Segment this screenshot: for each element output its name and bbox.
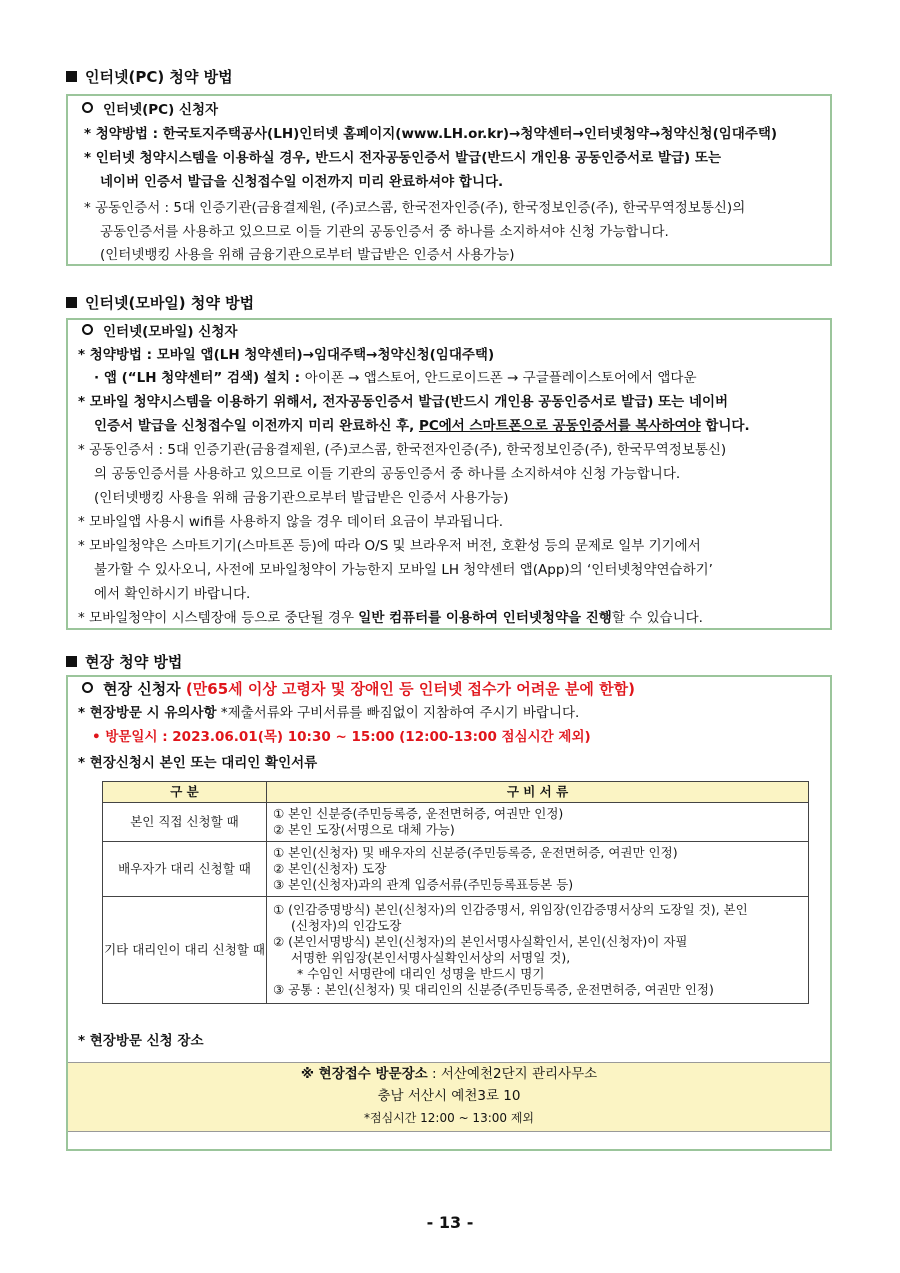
mobile-line-5: * 공동인증서 : 5대 인증기관(금융결제원, (주)코스콤, 한국전자인증(주), 한국정보인증(주), 한국무역정보통신) — [78, 442, 727, 458]
table-cell-documents: ① 본인 신분증(주민등록증, 운전면허증, 여권만 인정) ② 본인 도장(서명으로 대체 가능) — [267, 803, 809, 842]
table-header-category: 구 분 — [103, 782, 267, 803]
onsite-line-1: * 현장방문 시 유의사항 *제출서류와 구비서류를 빠짐없이 지참하여 주시기 바랍니다. — [78, 705, 580, 721]
table-cell-category: 본인 직접 신청할 때 — [103, 803, 267, 842]
onsite-box — [66, 675, 832, 1151]
mobile-heading: 인터넷(모바일) 신청자 — [78, 322, 824, 342]
table-cell-documents: ① 본인(신청자) 및 배우자의 신분증(주민등록증, 운전면허증, 여권만 인정) ② 본인(신청자) 도장 ③ 본인(신청자)과의 관계 입증서류(주민등록표등본 등) — [267, 842, 809, 897]
pc-line-6: (인터넷뱅킹 사용을 위해 금융기관으로부터 발급받은 인증서 사용가능) — [100, 247, 515, 263]
mobile-line-7: (인터넷뱅킹 사용을 위해 금융기관으로부터 발급받은 인증서 사용가능) — [94, 490, 509, 506]
circle-bullet-icon — [82, 682, 93, 693]
mobile-line-1: * 청약방법 : 모바일 앱(LH 청약센터)→임대주택→청약신청(임대주택) — [78, 347, 495, 363]
pc-box — [66, 94, 832, 266]
visit-datetime: • 방문일시 : 2023.06.01(목) 10:30 ~ 15:00 (12:00-13:00 점심시간 제외) — [92, 729, 591, 745]
table-header-row — [103, 782, 809, 803]
place-note: *점심시간 12:00 ~ 13:00 제외 — [363, 1111, 535, 1125]
mobile-line-10: 불가할 수 있사오니, 사전에 모바일청약이 가능한지 모바일 LH 청약센터 앱(App)의 ‘인터넷청약연습하기’ — [94, 562, 713, 578]
mobile-line-4: 인증서 발급을 신청접수일 이전까지 미리 완료하신 후, PC에서 스마트폰으로 공동인증서를 복사하여야 합니다. — [94, 418, 750, 434]
mobile-line-12: * 모바일청약이 시스템장애 등으로 중단될 경우 일반 컴퓨터를 이용하여 인터넷청약을 진행할 수 있습니다. — [78, 610, 703, 626]
section-title-mobile: 인터넷(모바일) 청약 방법 — [66, 292, 254, 313]
onsite-heading: 현장 신청자 (만65세 이상 고령자 및 장애인 등 인터넷 접수가 어려운 분에 한함) — [78, 678, 824, 700]
pc-line-3: 네이버 인증서 발급을 신청접수일 이전까지 미리 완료하셔야 합니다. — [100, 174, 504, 190]
table-cell-category: 기타 대리인이 대리 신청할 때 — [103, 897, 267, 1004]
mobile-line-2: · 앱 (“LH 청약센터” 검색) 설치 : 아이폰 → 앱스토어, 안드로이드폰 → 구글플레이스토어에서 앱다운 — [94, 370, 697, 386]
table-cell-documents: ① (인감증명방식) 본인(신청자)의 인감증명서, 위임장(인감증명서상의 도장일 것), 본인 (신청자)의 인감도장 ② (본인서명방식) 본인(신청자)의 본인서명사실확인서, 본인(신청자)이 자필 서명한 위임장(본인서명사실확인서상의 서명일 것), * 수임인 서명란에 대리인 성명을 반드시 명기 ③ 공통 : 본인(신청자) 및 대리인의 신분증(주민등록증, 운전면허증, 여권만 인정) — [267, 897, 809, 1004]
mobile-line-3: * 모바일 청약시스템을 이용하기 위해서, 전자공동인증서 발급(반드시 개인용 공동인증서로 발급) 또는 네이버 — [78, 394, 729, 410]
mobile-line-11: 에서 확인하시기 바랍니다. — [94, 586, 251, 602]
mobile-box — [66, 318, 832, 630]
pc-line-1: * 청약방법 : 한국토지주택공사(LH)인터넷 홈페이지(www.LH.or.kr)→청약센터→인터넷청약→청약신청(임대주택) — [84, 126, 778, 142]
place-address: 충남 서산시 예천3로 10 — [377, 1088, 521, 1104]
section-title-onsite: 현장 청약 방법 — [66, 651, 182, 672]
circle-bullet-icon — [82, 102, 93, 113]
table-header-documents: 구 비 서 류 — [267, 782, 809, 803]
pc-line-4: * 공동인증서 : 5대 인증기관(금융결제원, (주)코스콤, 한국전자인증(주), 한국정보인증(주), 한국무역정보통신)의 — [84, 200, 746, 216]
table-row — [103, 897, 809, 1004]
place-name-line: ※ 현장접수 방문장소 : 서산예천2단지 관리사무소 — [300, 1066, 598, 1082]
square-bullet-icon — [66, 656, 77, 667]
mobile-line-9: * 모바일청약은 스마트기기(스마트폰 등)에 따라 O/S 및 브라우저 버전, 호환성 등의 문제로 일부 기기에서 — [78, 538, 701, 554]
required-documents-table — [102, 781, 809, 1004]
pc-line-2: * 인터넷 청약시스템을 이용하실 경우, 반드시 전자공동인증서 발급(반드시 개인용 공동인증서로 발급) 또는 — [84, 150, 721, 166]
square-bullet-icon — [66, 71, 77, 82]
pc-heading: 인터넷(PC) 신청자 — [78, 100, 824, 120]
circle-bullet-icon — [82, 324, 93, 335]
onsite-line-4: * 현장방문 신청 장소 — [78, 1033, 204, 1049]
mobile-line-8: * 모바일앱 사용시 wifi를 사용하지 않을 경우 데이터 요금이 부과됩니다. — [78, 514, 504, 530]
section-title-pc: 인터넷(PC) 청약 방법 — [66, 66, 233, 87]
square-bullet-icon — [66, 297, 77, 308]
table-row — [103, 803, 809, 842]
onsite-line-3: * 현장신청시 본인 또는 대리인 확인서류 — [78, 755, 318, 771]
pc-line-5: 공동인증서를 사용하고 있으므로 이들 기관의 공동인증서 중 하나를 소지하셔야 신청 가능합니다. — [100, 224, 669, 240]
table-row — [103, 842, 809, 897]
table-cell-category: 배우자가 대리 신청할 때 — [103, 842, 267, 897]
mobile-line-6: 의 공동인증서를 사용하고 있으므로 이들 기관의 공동인증서 중 하나를 소지하셔야 신청 가능합니다. — [94, 466, 681, 482]
page-number: - 13 - — [426, 1213, 474, 1232]
visit-location-panel — [68, 1062, 830, 1132]
